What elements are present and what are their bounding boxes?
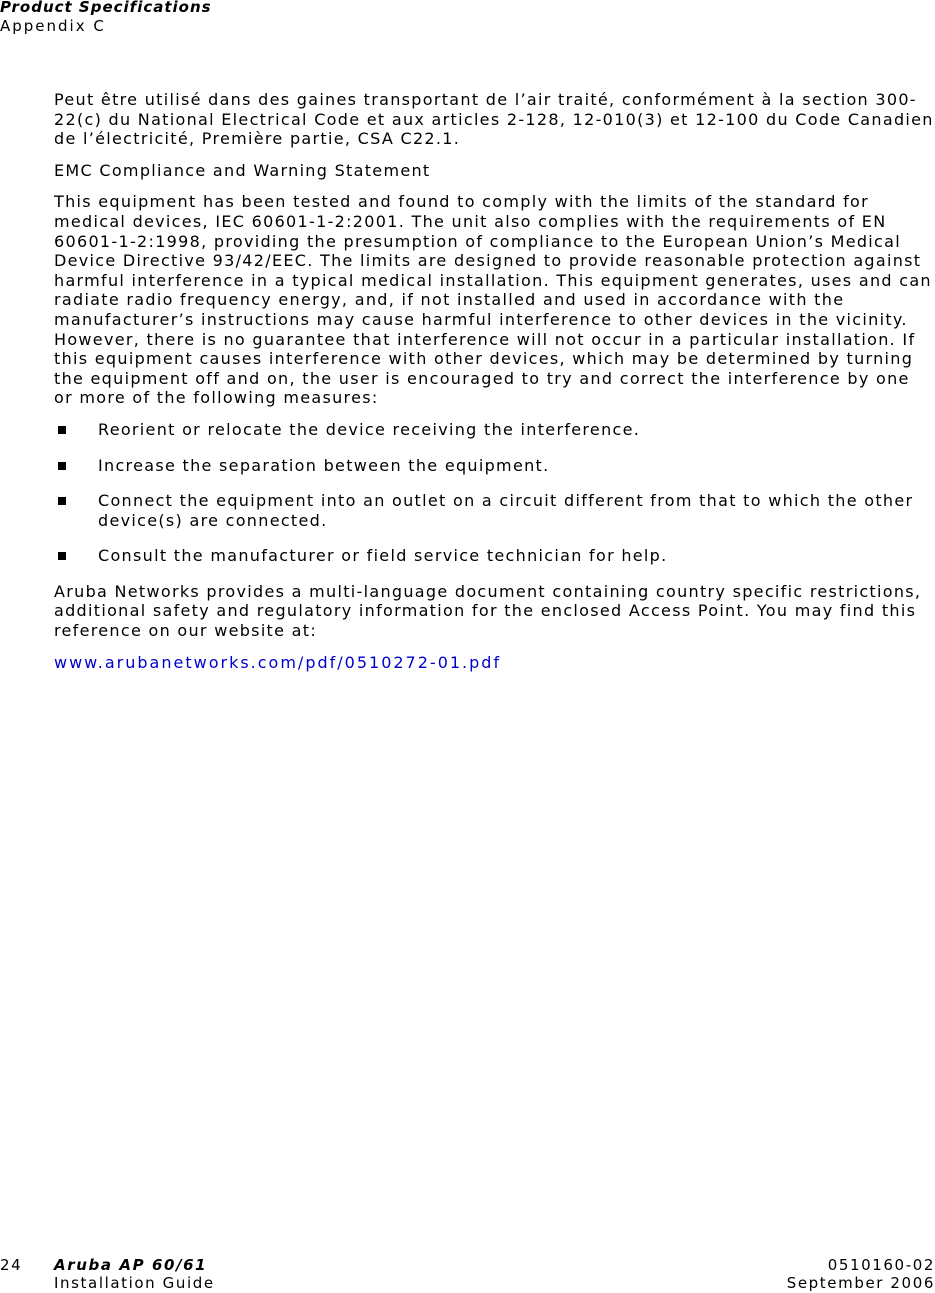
list-item-text: Consult the manufacturer or field service technician for help. <box>98 546 668 566</box>
list-item-text: Reorient or relocate the device receiving the interference. <box>98 419 641 439</box>
page-number: 24 <box>0 1256 23 1274</box>
footer-guide: Installation Guide <box>54 1274 215 1292</box>
list-item <box>54 456 934 476</box>
footer-product: Aruba AP 60/61 <box>54 1256 208 1274</box>
square-bullet-icon <box>58 462 66 470</box>
footer-doc-number: 0510160-02 <box>827 1256 935 1274</box>
main-content <box>54 90 934 684</box>
square-bullet-icon <box>58 552 66 560</box>
paragraph-french: Peut être utilisé dans des gaines transportant de l’air traité, conformément à la section 300-22(c) du National Electrical Code et aux articles 2-128, 12-010(3) et 12-100 du Code Canadien de l’électricité, Première partie, CSA C22.1. <box>54 90 934 149</box>
measures-list <box>54 420 934 566</box>
emc-heading: EMC Compliance and Warning Statement <box>54 160 431 180</box>
footer-date: September 2006 <box>786 1274 935 1292</box>
header-subtitle: Appendix C <box>0 17 106 35</box>
reference-link[interactable]: www.arubanetworks.com/pdf/0510272-01.pdf <box>54 652 502 672</box>
list-item <box>54 420 934 440</box>
paragraph-aruba: Aruba Networks provides a multi-language document containing country specific restrictions, additional safety and regulatory information for the enclosed Access Point. You may find this reference on our website at: <box>54 581 922 641</box>
paragraph-emc: This equipment has been tested and found to comply with the limits of the standard for medical devices, IEC 60601-1-2:2001. The unit also complies with the requirements of EN 60601-1-2:1998, providing the presumption of compliance to the European Union’s Medical Device Directive 93/42/EEC. The limits are designed to provide reasonable protection against harmful interference in a typical medical installation. This equipment generates, uses and can radiate radio frequency energy, and, if not installed and used in accordance with the manufacturer’s instructions may cause harmful interference to other devices in the vicinity. However, there is no guarantee that interference will not occur in a particular installation. If this equipment causes interference with other devices, which may be determined by turning the equipment off and on, the user is encouraged to try and correct the interference by one or more of the following measures: <box>54 192 932 408</box>
list-item-text: Connect the equipment into an outlet on a circuit different from that to which the other device(s) are connected. <box>98 491 914 530</box>
list-item <box>54 491 934 530</box>
square-bullet-icon <box>58 426 66 434</box>
list-item-text: Increase the separation between the equipment. <box>98 455 550 475</box>
header-title: Product Specifications <box>0 0 212 16</box>
square-bullet-icon <box>58 497 66 505</box>
list-item <box>54 546 934 566</box>
